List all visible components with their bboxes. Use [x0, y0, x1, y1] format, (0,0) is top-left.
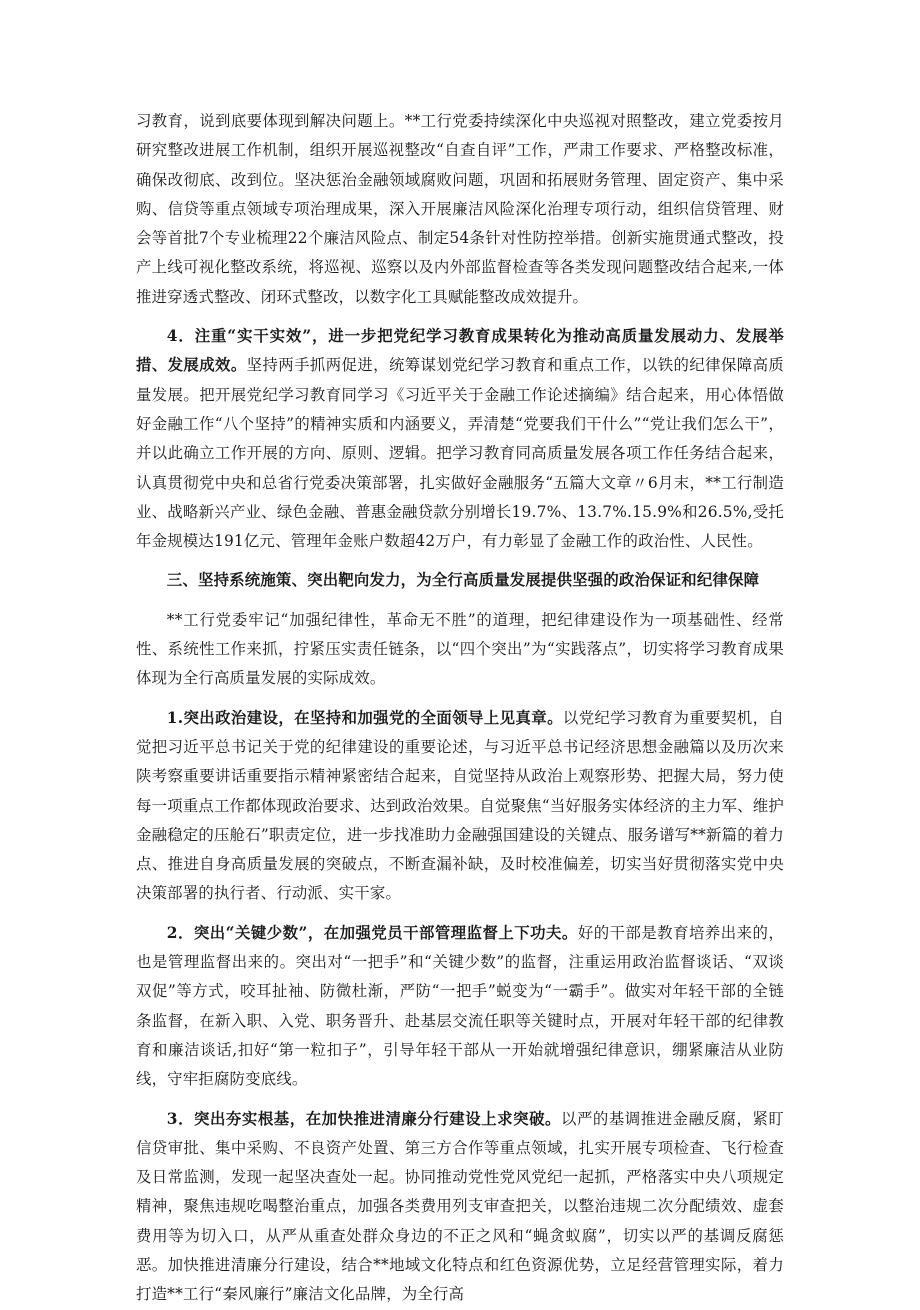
item-4-lead: 4．注重“实干实效”，进一步把党纪学习教育成果转化为推动高质量发展动力、发展举措、发展成效。	[136, 327, 784, 375]
paragraph-item-2	[136, 919, 784, 1095]
item-3-body: 以严的基调推进金融反腐，紧盯信贷审批、集中采购、不良资产处置、第三方合作等重点领域，扎实开展专项检查、飞行检查及日常监测，发现一起坚决查处一起。协同推动党性党风党纪一起抓，严格落实中央八项规定精神，聚焦违规吃喝整治重点，加强各类费用列支审查把关，以整治违规二次分配绩效、虚套费用等为切入口，从严从重查处群众身边的不正之风和“蝇贪蚁腐”，切实以严的基调反腐惩恶。加快推进清廉分行建设，结合**地域文化特点和红色资源优势，立足经营管理实际，着力打造**工行“秦风廉行”廉洁文化品牌，为全行高	[136, 1109, 784, 1304]
paragraph-item-4	[136, 322, 784, 556]
item-2-lead: 2．突出“关键少数”，在加强党员干部管理监督上下功夫。	[166, 923, 578, 942]
item-1-body: 以党纪学习教育为重要契机，自觉把习近平总书记关于党的纪律建设的重要论述，与习近平总书记经济思想金融篇以及历次来陕考察重要讲话重要指示精神紧密结合起来，自觉坚持从政治上观察形势、把握大局，努力使每一项重点工作都体现政治要求、达到政治效果。自觉聚焦“当好服务实体经济的主力军、维护金融稳定的压舱石”职责定位，进一步找准助力金融强国建设的关键点、服务谱写**新篇的着力点、推进自身高质量发展的突破点，不断查漏补缺，及时校准偏差，切实当好贯彻落实党中央决策部署的执行者、行动派、实干家。	[136, 708, 784, 903]
item-2-body: 好的干部是教育培养出来的，也是管理监督出来的。突出对“一把手”和“关键少数”的监督，注重运用政治监督谈话、“双谈双促”等方式，咬耳扯袖、防微杜渐，严防“一把手”蜕变为“一霸手”。做实对年轻干部的全链条监督，在新入职、入党、职务晋升、赴基层交流任职等关键时点，开展对年轻干部的纪律教育和廉洁谈话,扣好“第一粒扣子”，引导年轻干部从一开始就增强纪律意识，绷紧廉洁从业防线，守牢拒腐防变底线。	[136, 923, 784, 1089]
paragraph-item-1	[136, 704, 784, 909]
document-body	[136, 107, 784, 1310]
paragraph-continued: 习教育，说到底要体现到解决问题上。**工行党委持续深化中央巡视对照整改，建立党委按月研究整改进展工作机制，组织开展巡视整改“自查自评”工作，严肃工作要求、严格整改标准，确保改彻底、改到位。坚决惩治金融领域腐败问题，巩固和拓展财务管理、固定资产、集中采购、信贷等重点领域专项治理成果，深入开展廉洁风险深化治理专项行动，组织信贷管理、财会等首批7个专业梳理22个廉洁风险点、制定54条针对性防控举措。创新实施贯通式整改，投产上线可视化整改系统，将巡视、巡察以及内外部监督检查等各类发现问题整改结合起来,一体推进穿透式整改、闭环式整改，以数字化工具赋能整改成效提升。	[136, 112, 784, 306]
paragraph-item-3	[136, 1105, 784, 1310]
item-3-lead: 3．突出夯实根基，在加快推进清廉分行建设上求突破。	[166, 1109, 561, 1128]
item-4-body: 坚持两手抓两促进，统筹谋划党纪学习教育和重点工作，以铁的纪律保障高质量发展。把开展党纪学习教育同学习《习近平关于金融工作论述摘编》结合起来，用心体悟做好金融工作“八个坚持”的精神实质和内涵要义，弄清楚“党要我们干什么”“党让我们怎么干”，并以此确立工作开展的方向、原则、逻辑。把学习教育同高质量发展各项工作任务结合起来，认真贯彻党中央和总省行党委决策部署，扎实做好金融服务“五篇大文章〃6月末，**工行制造业、战略新兴产业、绿色金融、普惠金融贷款分别增长19.7%、13.7%.15.9%和26.5%,受托年金规模达191亿元、管理年金账户数超42万户，有力彰显了金融工作的政治性、人民性。	[136, 356, 784, 551]
item-1-lead: 1.突出政治建设，在坚持和加强党的全面领导上见真章。	[166, 708, 563, 727]
section-heading-3: 三、坚持系统施策、突出靶向发力，为全行高质量发展提供坚强的政治保证和纪律保障	[166, 571, 760, 590]
paragraph-section-intro: **工行党委牢记“加强纪律性，革命无不胜”的道理，把纪律建设作为一项基础性、经常性、系统性工作来抓，拧紧压实责任链条，以“四个突出”为“实践落点”，切实将学习教育成果体现为全行高质量发展的实际成效。	[136, 610, 784, 688]
